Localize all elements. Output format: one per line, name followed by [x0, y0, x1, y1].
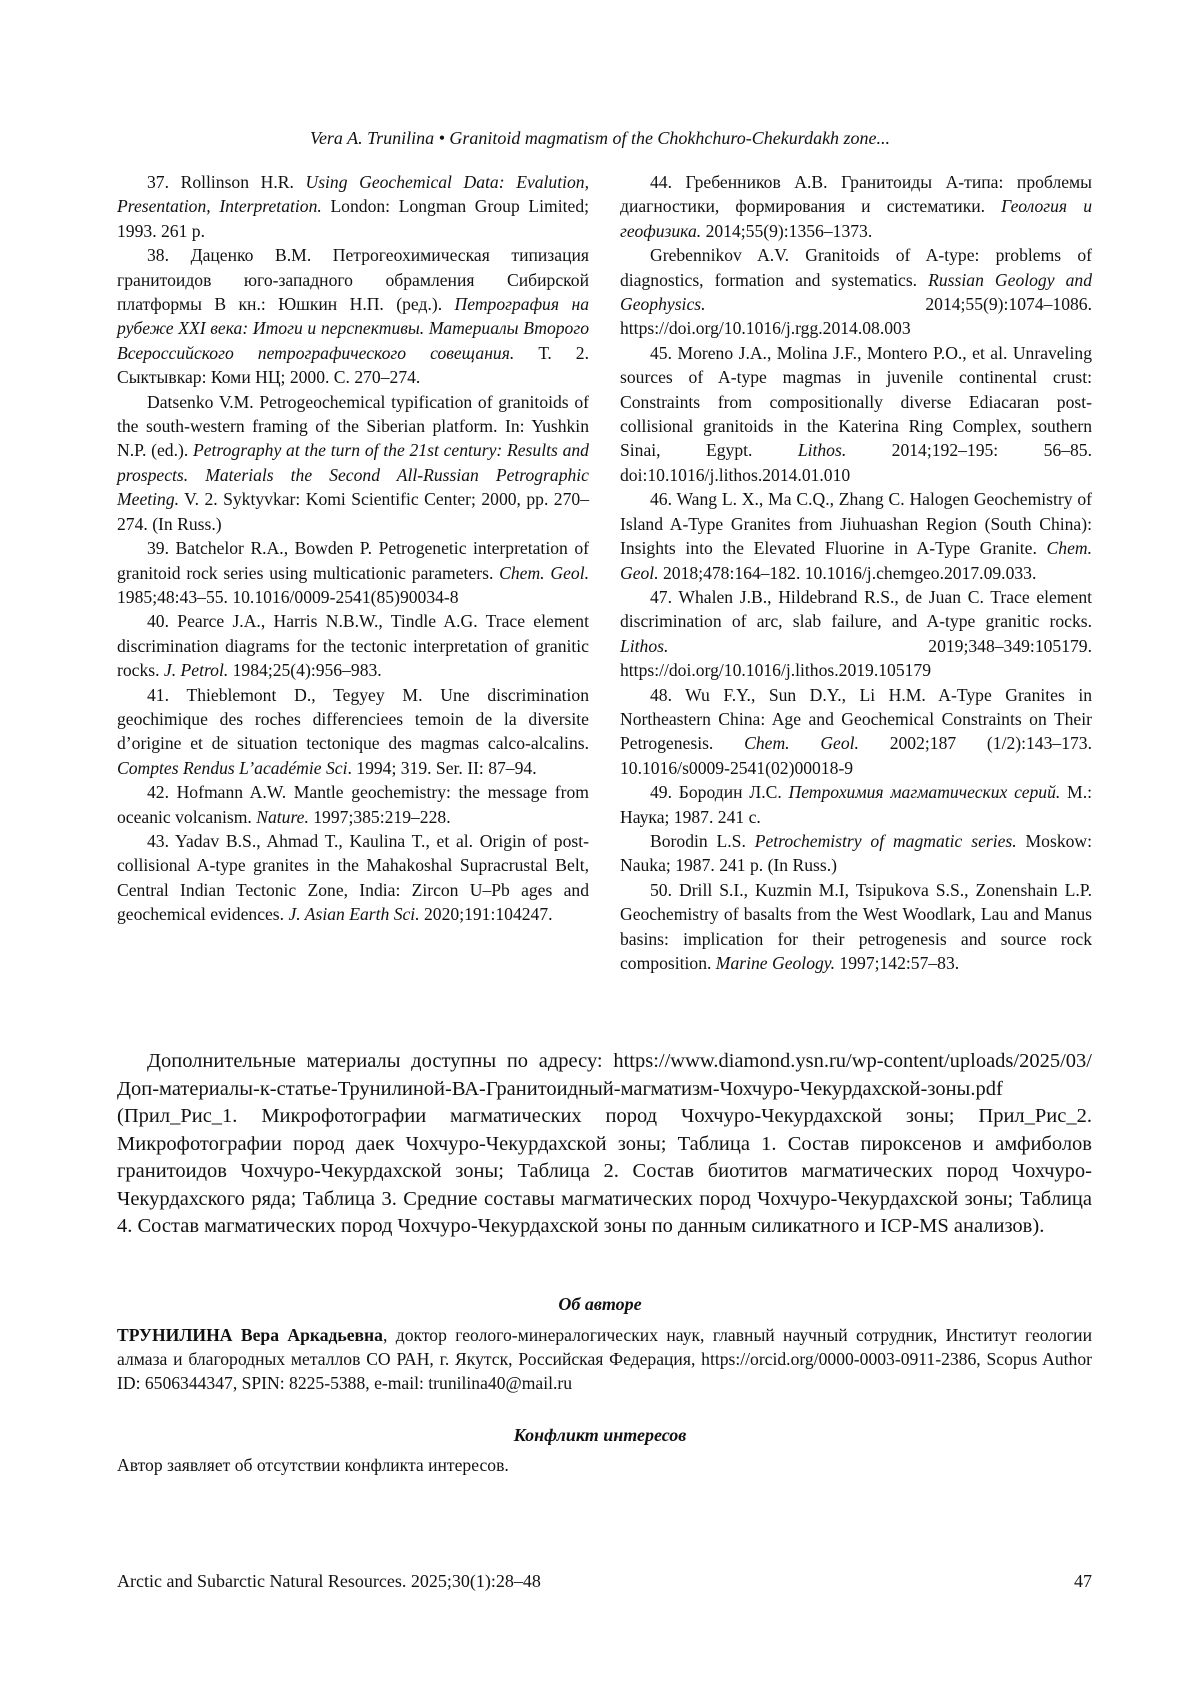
reference-item: 42. Hofmann A.W. Mantle geochemistry: the message from oceanic volcanism. Nature. 1997;385:219–228.: [117, 782, 589, 827]
reference-item: 47. Whalen J.B., Hildebrand R.S., de Juan C. Trace element discrimination of arc, slab failure, and A-type granitic rocks. Lithos. 2019;348–349:105179. https://doi.org/10.1016/j.lithos.2019.105179: [620, 586, 1092, 681]
reference-item: 41. Thieblemont D., Tegyey M. Une discrimination geochimique des roches differenciees temoin de la diversite d’origine et de situation tectonique des magmas calco-alcalins. Comptes Rendus L’académie Sci. 1994; 319. Ser. II: 87–94.: [117, 684, 589, 778]
reference-item: 37. Rollinson H.R. Using Geochemical Data: Evalution, Presentation, Interpretation. London: Longman Group Limited; 1993. 261 p.: [117, 172, 590, 241]
page-number: 47: [1074, 1571, 1092, 1591]
reference-item: 45. Moreno J.A., Molina J.F., Montero P.O., et al. Unraveling sources of A-type magmas in juvenile continental crust: Constraints from compositionally diverse Ediacaran post-collisional granitoids in the Katerina Ring Complex, southern Sinai, Egypt. Lithos. 2014;192–195: 56–85. doi:10.1016/j.lithos.2014.01.010: [620, 342, 1092, 485]
reference-item: 49. Бородин Л.С. Петрохимия магматических серий. М.: Наука; 1987. 241 с.: [620, 782, 1092, 827]
reference-item: 43. Yadav B.S., Ahmad T., Kaulina T., et al. Origin of post-collisional A-type granites in the Mahakoshal Supracrustal Belt, Central Indian Tectonic Zone, India: Zircon U–Pb ages and geochemical evidences. J. Asian Earth Sci. 2020;191:104247.: [117, 830, 589, 925]
running-header: Vera A. Trunilina • Granitoid magmatism of the Chokhchuro-Chekurdakh zone...: [309, 128, 891, 148]
about-author-text: ТРУНИЛИНА Вера Аркадьевна, доктор геолого-минералогических наук, главный научный сотрудник, Институт геологии алмаза и благородных металлов СО РАН, г. Якутск, Российская Федерация, https://orcid.org/0000-0003-0911-2386, Scopus Author ID: 6506344347, SPIN: 8225-5388, e-mail: trunilina40@mail.ru: [117, 1325, 1092, 1393]
reference-item: 38. Даценко В.М. Петрогеохимическая типизация гранитоидов юго-западного обрамления Сибирской платформы В кн.: Юшкин Н.П. (ред.). Петрография на рубеже XXI века: Итоги и перспективы. Материалы Второго Всероссийского петрографического совещания. Т. 2. Сыктывкар: Коми НЦ; 2000. С. 270–274.: [117, 245, 589, 388]
reference-item: 46. Wang L. X., Ma C.Q., Zhang C. Halogen Geochemistry of Island A-Type Granites from Jiuhuashan Region (South China): Insights into the Elevated Fluorine in A-Type Granite. Chem. Geol. 2018;478:164–182. 10.1016/j.chemgeo.2017.09.033.: [620, 489, 1092, 583]
reference-item: 40. Pearce J.A., Harris N.B.W., Tindle A.G. Trace element discrimination diagrams for the tectonic interpretation of granitic rocks. J. Petrol. 1984;25(4):956–983.: [117, 611, 589, 681]
reference-item: Datsenko V.M. Petrogeochemical typification of granitoids of the south-western framing of the Siberian platform. In: Yushkin N.P. (ed.). Petrography at the turn of the 21st century: Results and prospects. Materials the Second All-Russian Petrographic Meeting. V. 2. Syktyvkar: Komi Scientific Center; 2000, pp. 270–274. (In Russ.): [117, 391, 589, 534]
reference-item: 48. Wu F.Y., Sun D.Y., Li H.M. A-Type Granites in Northeastern China: Age and Geochemical Constraints on Their Petrogenesis. Chem. Geol. 2002;187 (1/2):143–173. 10.1016/s0009-2541(02)00018-9: [620, 684, 1092, 778]
author-name: ТРУНИЛИНА Вера Аркадьевна: [117, 1325, 383, 1345]
reference-item: 39. Batchelor R.A., Bowden P. Petrogenetic interpretation of granitoid rock series using multicationic parameters. Chem. Geol. 1985;48:43–55. 10.1016/0009-2541(85)90034-8: [117, 538, 589, 607]
footer-journal-citation: Arctic and Subarctic Natural Resources. 2025;30(1):28–48: [117, 1571, 541, 1591]
reference-item: 44. Гребенников А.В. Гранитоиды А-типа: проблемы диагностики, формирования и систематики. Геология и геофизика. 2014;55(9):1356–1373.: [620, 172, 1092, 241]
references-right-column: [620, 170, 1092, 975]
about-author-heading: Об авторе: [558, 1294, 642, 1314]
conflict-of-interest-text: Автор заявляет об отсутствии конфликта интересов.: [117, 1455, 509, 1475]
reference-item: 50. Drill S.I., Kuzmin M.I, Tsipukova S.S., Zonenshain L.P. Geochemistry of basalts from the West Woodlark, Lau and Manus basins: implication for their petrogenesis and source rock composition. Marine Geology. 1997;142:57–83.: [620, 879, 1092, 973]
reference-item: Borodin L.S. Petrochemistry of magmatic series. Moskow: Nauka; 1987. 241 p. (In Russ.): [620, 830, 1093, 876]
supplementary-materials-paragraph: Дополнительные материалы доступны по адресу: https://www.diamond.ysn.ru/wp-content/uploads/2025/03/Доп-материалы-к-статье-Трунилиной-ВА-Гранитоидный-магматизм-Чохчуро-Чекурдахской-зоны.pdf (Прил_Рис_1. Микрофотографии магматических пород Чохчуро-Чекурдахской зоны; Прил_Рис_2. Микрофотографии пород даек Чохчуро-Чекурдахской зоны; Таблица 1. Состав пироксенов и амфиболов гранитоидов Чохчуро-Чекурдахской зоны; Таблица 2. Состав биотитов магматических пород Чохчуро-Чекурдахского ряда; Таблица 3. Средние составы магматических пород Чохчуро-Чекурдахской зоны; Таблица 4. Состав магматических пород Чохчуро-Чекурдахской зоны по данным силикатного и ICP-MS анализов).: [117, 1050, 1092, 1237]
references-left-column: [117, 170, 589, 975]
references-columns: [117, 170, 1092, 975]
reference-item: Grebennikov A.V. Granitoids of A-type: problems of diagnostics, formation and systematics. Russian Geology and Geophysics. 2014;55(9):1074–1086. https://doi.org/10.1016/j.rgg.2014.08.003: [620, 245, 1092, 339]
conflict-of-interest-heading: Конфликт интересов: [513, 1425, 687, 1445]
